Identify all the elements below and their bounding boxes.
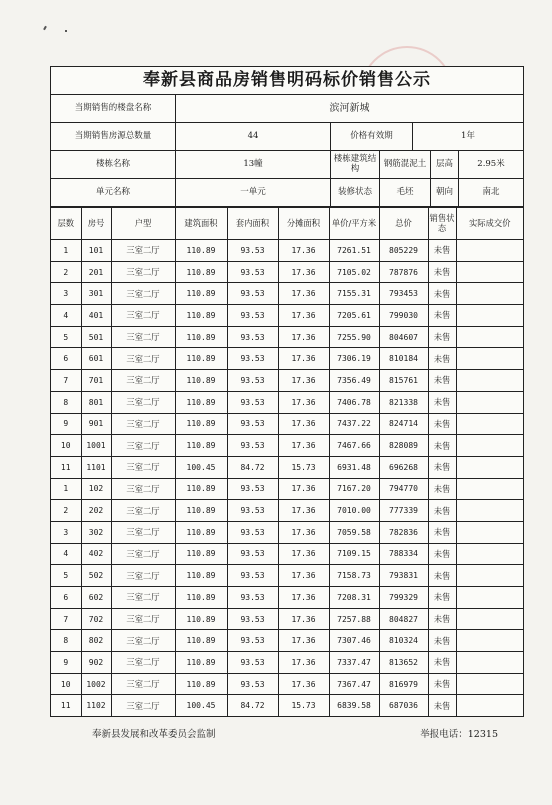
table-row: [51, 283, 523, 305]
table-cell: 93.53: [227, 521, 278, 543]
col-header: 单价/平方米: [329, 208, 379, 240]
table-cell: 110.89: [175, 391, 227, 413]
table-cell: 未售: [428, 478, 456, 500]
table-cell: 三室二厅: [111, 608, 175, 630]
table-cell: 10: [51, 435, 81, 457]
table-cell: 794770: [379, 478, 428, 500]
table-cell: 三室二厅: [111, 435, 175, 457]
table-row: [51, 391, 523, 413]
table-cell: 7255.90: [329, 326, 379, 348]
document-title: 奉新县商品房销售明码标价销售公示: [51, 67, 523, 95]
table-cell: 15.73: [278, 695, 329, 716]
table-cell: 17.36: [278, 283, 329, 305]
table-cell: 未售: [428, 435, 456, 457]
table-cell: 401: [81, 305, 111, 327]
table-cell: 100.45: [175, 695, 227, 716]
table-cell: 17.36: [278, 521, 329, 543]
table-cell: 202: [81, 500, 111, 522]
table-cell: [456, 630, 523, 652]
table-cell: 102: [81, 478, 111, 500]
table-cell: 未售: [428, 261, 456, 283]
table-cell: 7208.31: [329, 587, 379, 609]
table-row: [51, 261, 523, 283]
table-cell: [456, 565, 523, 587]
table-cell: 7158.73: [329, 565, 379, 587]
table-cell: 110.89: [175, 630, 227, 652]
table-cell: 8: [51, 391, 81, 413]
table-cell: 未售: [428, 521, 456, 543]
table-cell: 未售: [428, 391, 456, 413]
table-cell: 8: [51, 630, 81, 652]
orientation-label: 朝向: [431, 179, 459, 206]
table-cell: 93.53: [227, 391, 278, 413]
table-cell: [456, 435, 523, 457]
table-cell: 未售: [428, 326, 456, 348]
table-cell: [456, 608, 523, 630]
orientation-value: 南北: [482, 186, 500, 197]
valid-value: 1年: [461, 130, 475, 141]
table-cell: 799030: [379, 305, 428, 327]
table-row: [51, 630, 523, 652]
table-cell: 11: [51, 695, 81, 716]
table-cell: 6: [51, 587, 81, 609]
table-cell: [456, 391, 523, 413]
col-header: 户型: [111, 208, 175, 240]
table-cell: [456, 587, 523, 609]
table-cell: 93.53: [227, 543, 278, 565]
table-cell: 15.73: [278, 456, 329, 478]
table-cell: 17.36: [278, 608, 329, 630]
table-cell: 1002: [81, 673, 111, 695]
table-cell: 2: [51, 500, 81, 522]
col-header: 实际成交价: [456, 208, 523, 240]
table-cell: 三室二厅: [111, 695, 175, 716]
table-cell: [456, 283, 523, 305]
table-cell: 824714: [379, 413, 428, 435]
supervisor-note: 奉新县发展和改革委员会监制: [92, 729, 216, 740]
table-cell: 110.89: [175, 348, 227, 370]
table-cell: 未售: [428, 673, 456, 695]
table-cell: 三室二厅: [111, 370, 175, 392]
table-cell: 602: [81, 587, 111, 609]
table-cell: 7261.51: [329, 240, 379, 262]
table-cell: 未售: [428, 240, 456, 262]
table-row: [51, 240, 523, 262]
table-cell: 402: [81, 543, 111, 565]
table-cell: [456, 673, 523, 695]
table-cell: 未售: [428, 456, 456, 478]
valid-label: 价格有效期: [331, 123, 413, 150]
table-cell: 7467.66: [329, 435, 379, 457]
table-cell: 6839.58: [329, 695, 379, 716]
table-cell: 810324: [379, 630, 428, 652]
hotline-note: 举报电话：12315: [420, 729, 498, 740]
table-cell: [456, 695, 523, 716]
table-cell: 801: [81, 391, 111, 413]
table-cell: 6931.48: [329, 456, 379, 478]
structure-value: 钢筋混泥土: [380, 151, 431, 178]
table-cell: 110.89: [175, 500, 227, 522]
table-cell: 未售: [428, 652, 456, 674]
table-cell: 17.36: [278, 565, 329, 587]
col-header: 套内面积: [227, 208, 278, 240]
table-cell: 93.53: [227, 261, 278, 283]
table-row: [51, 565, 523, 587]
table-cell: 84.72: [227, 695, 278, 716]
table-cell: 601: [81, 348, 111, 370]
table-cell: 17.36: [278, 435, 329, 457]
table-cell: 7437.22: [329, 413, 379, 435]
table-cell: [456, 521, 523, 543]
table-cell: 7306.19: [329, 348, 379, 370]
scan-speck: [65, 30, 67, 32]
table-cell: 110.89: [175, 673, 227, 695]
table-cell: 17.36: [278, 261, 329, 283]
table-cell: 未售: [428, 630, 456, 652]
table-cell: 110.89: [175, 326, 227, 348]
table-cell: 17.36: [278, 543, 329, 565]
table-cell: 17.36: [278, 305, 329, 327]
table-cell: 93.53: [227, 326, 278, 348]
table-cell: 110.89: [175, 565, 227, 587]
table-cell: 787876: [379, 261, 428, 283]
table-cell: 110.89: [175, 543, 227, 565]
table-cell: 17.36: [278, 370, 329, 392]
table-cell: 93.53: [227, 565, 278, 587]
table-cell: 未售: [428, 500, 456, 522]
table-row: [51, 478, 523, 500]
table-header-row: [51, 208, 523, 240]
table-cell: 7: [51, 370, 81, 392]
table-row: [51, 521, 523, 543]
table-cell: 93.53: [227, 500, 278, 522]
table-cell: 1: [51, 478, 81, 500]
table-cell: 804827: [379, 608, 428, 630]
table-cell: 5: [51, 326, 81, 348]
table-row: [51, 348, 523, 370]
table-row: [51, 500, 523, 522]
table-cell: 7367.47: [329, 673, 379, 695]
building-label: 楼栋名称: [51, 151, 176, 178]
table-cell: 901: [81, 413, 111, 435]
table-cell: 110.89: [175, 435, 227, 457]
table-cell: 93.53: [227, 608, 278, 630]
table-cell: 三室二厅: [111, 478, 175, 500]
table-cell: 902: [81, 652, 111, 674]
table-cell: 三室二厅: [111, 326, 175, 348]
table-cell: 三室二厅: [111, 391, 175, 413]
table-row: [51, 370, 523, 392]
table-cell: 93.53: [227, 240, 278, 262]
table-cell: 7167.20: [329, 478, 379, 500]
table-cell: 3: [51, 521, 81, 543]
table-cell: 813652: [379, 652, 428, 674]
document-footer: [50, 726, 522, 740]
table-cell: 6: [51, 348, 81, 370]
table-cell: [456, 652, 523, 674]
col-header: 总价: [379, 208, 428, 240]
table-cell: 17.36: [278, 478, 329, 500]
table-cell: 7205.61: [329, 305, 379, 327]
table-cell: 1101: [81, 456, 111, 478]
table-cell: 7059.58: [329, 521, 379, 543]
table-cell: 三室二厅: [111, 305, 175, 327]
table-cell: 三室二厅: [111, 456, 175, 478]
table-cell: 7109.15: [329, 543, 379, 565]
table-row: [51, 673, 523, 695]
table-cell: 501: [81, 326, 111, 348]
building-value: 13幢: [176, 151, 331, 178]
table-cell: 2: [51, 261, 81, 283]
table-cell: 未售: [428, 305, 456, 327]
table-cell: 93.53: [227, 630, 278, 652]
table-cell: 110.89: [175, 478, 227, 500]
table-row: [51, 305, 523, 327]
table-cell: 782836: [379, 521, 428, 543]
count-row: [51, 123, 523, 151]
table-cell: 788334: [379, 543, 428, 565]
table-cell: 110.89: [175, 652, 227, 674]
floor-height-label: 层高: [431, 151, 459, 178]
table-row: [51, 326, 523, 348]
table-cell: 三室二厅: [111, 543, 175, 565]
table-cell: 93.53: [227, 370, 278, 392]
table-cell: 三室二厅: [111, 630, 175, 652]
table-cell: 93.53: [227, 305, 278, 327]
count-value: 44: [176, 123, 331, 150]
table-cell: 110.89: [175, 587, 227, 609]
table-cell: [456, 348, 523, 370]
col-header: 分摊面积: [278, 208, 329, 240]
table-cell: 110.89: [175, 413, 227, 435]
table-row: [51, 652, 523, 674]
col-header: 销售状态: [428, 208, 456, 240]
table-cell: 7406.78: [329, 391, 379, 413]
table-cell: 101: [81, 240, 111, 262]
table-cell: 7010.00: [329, 500, 379, 522]
table-cell: 三室二厅: [111, 261, 175, 283]
table-cell: 201: [81, 261, 111, 283]
table-cell: 未售: [428, 565, 456, 587]
table-cell: 93.53: [227, 478, 278, 500]
table-cell: 793831: [379, 565, 428, 587]
table-cell: [456, 500, 523, 522]
table-cell: 17.36: [278, 500, 329, 522]
table-cell: 93.53: [227, 283, 278, 305]
table-cell: 三室二厅: [111, 348, 175, 370]
table-cell: 93.53: [227, 413, 278, 435]
table-cell: 93.53: [227, 348, 278, 370]
table-cell: 301: [81, 283, 111, 305]
project-row: [51, 95, 523, 123]
table-cell: 110.89: [175, 370, 227, 392]
table-row: [51, 456, 523, 478]
table-cell: [456, 543, 523, 565]
count-label: 当期销售房源总数量: [51, 123, 176, 150]
table-cell: 1: [51, 240, 81, 262]
scan-speck: [43, 26, 47, 30]
table-row: [51, 435, 523, 457]
table-cell: 17.36: [278, 391, 329, 413]
table-cell: 1001: [81, 435, 111, 457]
table-cell: 11: [51, 456, 81, 478]
table-cell: [456, 326, 523, 348]
table-cell: 三室二厅: [111, 587, 175, 609]
table-cell: 828089: [379, 435, 428, 457]
col-header: 房号: [81, 208, 111, 240]
unit-row: [51, 179, 523, 207]
decoration-label: 装修状态: [331, 179, 380, 206]
table-cell: 未售: [428, 348, 456, 370]
table-cell: 三室二厅: [111, 652, 175, 674]
table-cell: 三室二厅: [111, 500, 175, 522]
table-cell: 93.53: [227, 587, 278, 609]
unit-label: 单元名称: [51, 179, 176, 206]
unit-value: 一单元: [176, 179, 331, 206]
table-cell: 9: [51, 652, 81, 674]
table-cell: 未售: [428, 587, 456, 609]
table-cell: 未售: [428, 543, 456, 565]
table-cell: 三室二厅: [111, 240, 175, 262]
table-cell: 5: [51, 565, 81, 587]
table-cell: 110.89: [175, 283, 227, 305]
table-cell: 110.89: [175, 305, 227, 327]
table-cell: 110.89: [175, 240, 227, 262]
table-cell: 3: [51, 283, 81, 305]
table-cell: 696268: [379, 456, 428, 478]
table-cell: 110.89: [175, 608, 227, 630]
table-cell: [456, 370, 523, 392]
project-label: 当期销售的楼盘名称: [51, 95, 176, 122]
table-cell: 802: [81, 630, 111, 652]
table-row: [51, 587, 523, 609]
table-cell: 777339: [379, 500, 428, 522]
table-cell: [456, 456, 523, 478]
col-header: 建筑面积: [175, 208, 227, 240]
table-cell: 三室二厅: [111, 283, 175, 305]
table-cell: 799329: [379, 587, 428, 609]
table-cell: 17.36: [278, 413, 329, 435]
table-cell: 93.53: [227, 435, 278, 457]
table-cell: 未售: [428, 608, 456, 630]
table-cell: 17.36: [278, 326, 329, 348]
table-cell: 7: [51, 608, 81, 630]
listing-table: [51, 207, 523, 716]
table-cell: 10: [51, 673, 81, 695]
table-cell: 7105.02: [329, 261, 379, 283]
table-cell: 110.89: [175, 521, 227, 543]
table-row: [51, 695, 523, 716]
table-cell: 未售: [428, 283, 456, 305]
table-row: [51, 608, 523, 630]
table-cell: 未售: [428, 370, 456, 392]
price-disclosure-sheet: [50, 66, 524, 717]
table-cell: 502: [81, 565, 111, 587]
table-cell: 1102: [81, 695, 111, 716]
table-cell: 7257.88: [329, 608, 379, 630]
table-cell: [456, 478, 523, 500]
table-cell: 93.53: [227, 673, 278, 695]
table-cell: 302: [81, 521, 111, 543]
table-cell: 815761: [379, 370, 428, 392]
table-cell: 4: [51, 305, 81, 327]
table-cell: 9: [51, 413, 81, 435]
table-cell: 100.45: [175, 456, 227, 478]
table-cell: 17.36: [278, 240, 329, 262]
table-cell: 三室二厅: [111, 673, 175, 695]
table-row: [51, 413, 523, 435]
table-cell: 17.36: [278, 348, 329, 370]
table-cell: 三室二厅: [111, 565, 175, 587]
table-cell: 701: [81, 370, 111, 392]
table-cell: 17.36: [278, 673, 329, 695]
table-cell: 三室二厅: [111, 413, 175, 435]
table-cell: 821338: [379, 391, 428, 413]
table-cell: 17.36: [278, 630, 329, 652]
table-cell: 93.53: [227, 652, 278, 674]
table-cell: 702: [81, 608, 111, 630]
table-cell: 687036: [379, 695, 428, 716]
decoration-value: 毛坯: [380, 179, 431, 206]
floor-height-value: 2.95米: [477, 158, 505, 169]
table-cell: 未售: [428, 695, 456, 716]
table-cell: [456, 413, 523, 435]
table-cell: 804607: [379, 326, 428, 348]
project-value: 滨河新城: [329, 103, 370, 114]
table-cell: 7337.47: [329, 652, 379, 674]
table-cell: 三室二厅: [111, 521, 175, 543]
table-cell: 4: [51, 543, 81, 565]
table-cell: 未售: [428, 413, 456, 435]
table-cell: 810184: [379, 348, 428, 370]
structure-label: 楼栋建筑结构: [331, 151, 380, 178]
table-cell: 793453: [379, 283, 428, 305]
table-cell: 7307.46: [329, 630, 379, 652]
col-header: 层数: [51, 208, 81, 240]
table-cell: [456, 240, 523, 262]
table-cell: 84.72: [227, 456, 278, 478]
table-cell: 17.36: [278, 587, 329, 609]
table-cell: 816979: [379, 673, 428, 695]
table-cell: 7155.31: [329, 283, 379, 305]
table-row: [51, 543, 523, 565]
table-cell: 110.89: [175, 261, 227, 283]
table-cell: 805229: [379, 240, 428, 262]
building-row: [51, 151, 523, 179]
table-cell: [456, 305, 523, 327]
table-cell: 17.36: [278, 652, 329, 674]
table-cell: [456, 261, 523, 283]
table-cell: 7356.49: [329, 370, 379, 392]
